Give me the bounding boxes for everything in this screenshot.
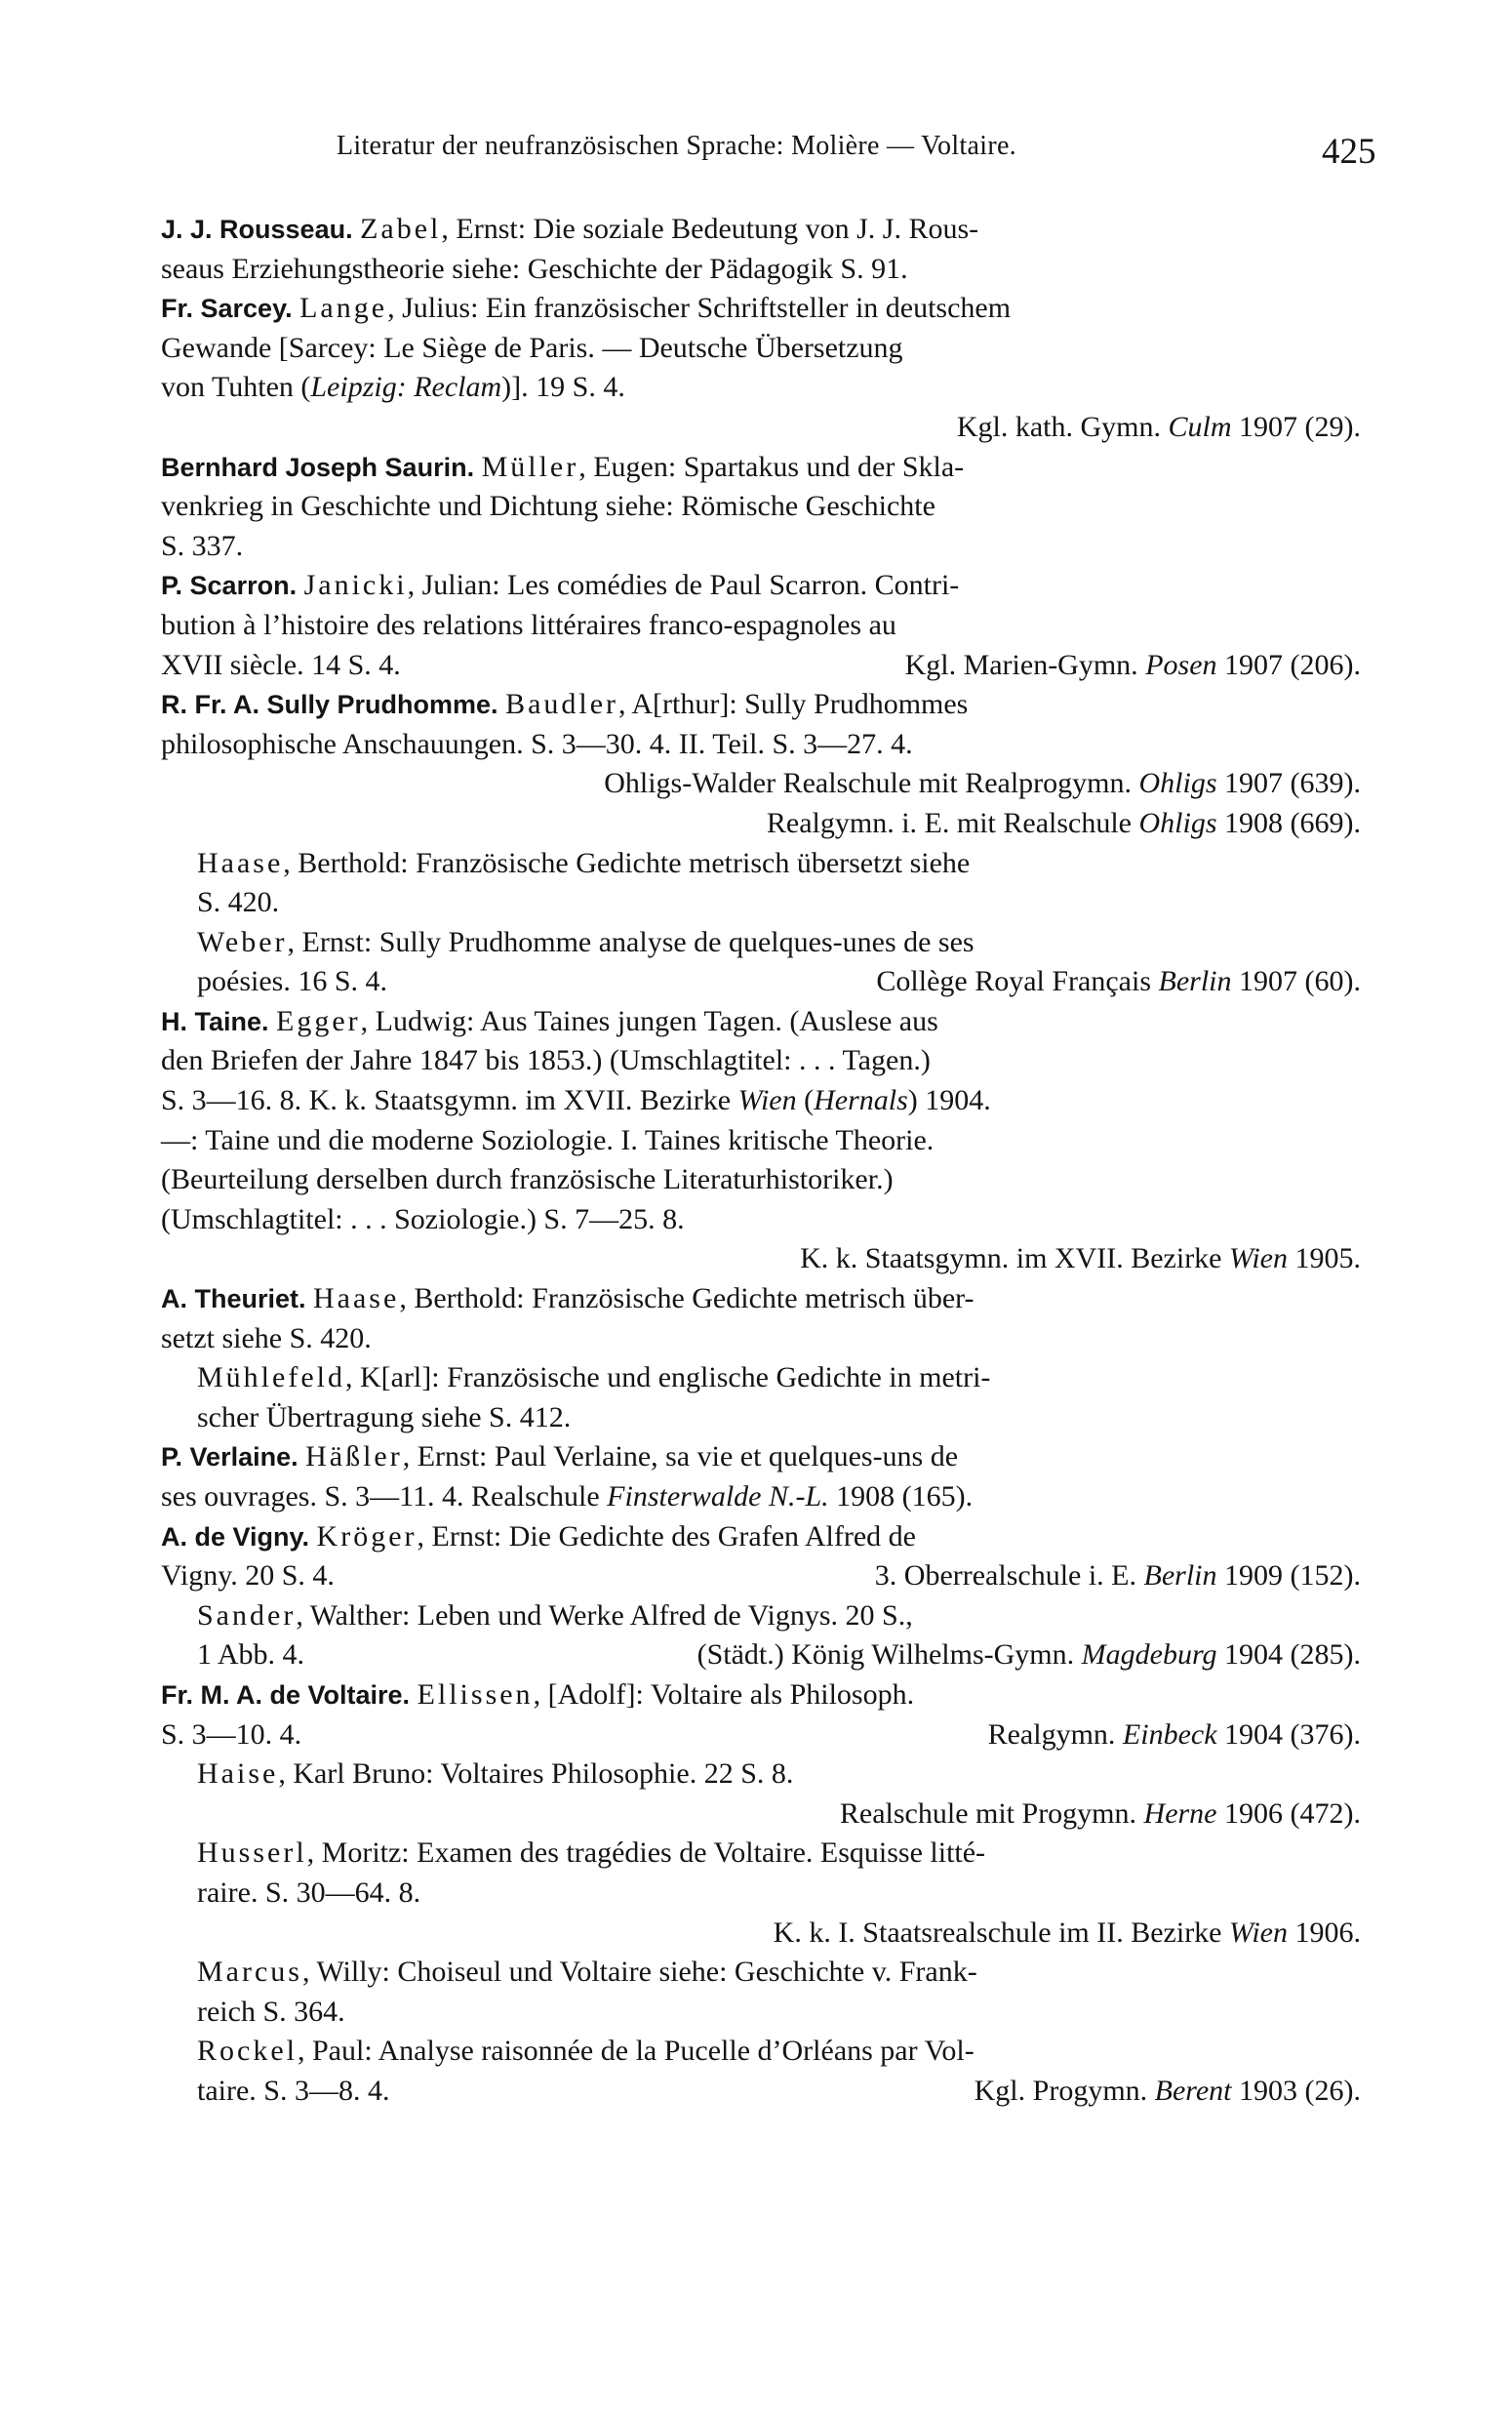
entry-heading: Fr. M. A. de Voltaire.: [161, 1679, 411, 1710]
entry-husserl: Husserl, Moritz: Examen des tragédies de Voltaire. Esquisse litté- raire. S. 30—64. 8. K. k. I. Staatsrealschule im II. Bezirke Wien 1906.: [197, 1836, 1361, 1949]
entry-verlaine: P. Verlaine. Häßler, Ernst: Paul Verlaine, sa vie et quelques-uns de ses ouvrages. S. 3—11. 4. Realschule Finsterwalde N.-L. 1908 (165).: [161, 1440, 974, 1512]
entry-marcus: Marcus, Willy: Choiseul und Voltaire siehe: Geschichte v. Frank- reich S. 364.: [197, 1956, 977, 2028]
author-name: Ellissen: [417, 1677, 534, 1711]
author-name: Haise: [197, 1757, 279, 1791]
entry-heading: A. de Vigny.: [161, 1521, 310, 1552]
entry-rockel: Rockel, Paul: Analyse raisonnée de la Pucelle d’Orléans par Vol- taire. S. 3—8. 4. Kgl. Progymn. Berent 1903 (26).: [197, 2035, 1361, 2107]
author-name: Rockel: [197, 2035, 298, 2068]
author-name: Häßler: [305, 1440, 403, 1473]
entry-sander: Sander, Walther: Leben und Werke Alfred de Vignys. 20 S., 1 Abb. 4. (Städt.) König Wilhelms-Gymn. Magdeburg 1904 (285).: [197, 1598, 1361, 1672]
entry-haase: Haase, Berthold: Französische Gedichte metrisch übersetzt siehe S. 420.: [197, 846, 971, 919]
author-name: Egger: [276, 1004, 361, 1037]
entry-voltaire: Fr. M. A. de Voltaire. Ellissen, [Adolf]: Voltaire als Philosoph. S. 3—10. 4. Realgymn. Einbeck 1904 (376).: [161, 1677, 1361, 1751]
entry-muehlefeld: Mühlefeld, K[arl]: Französische und englische Gedichte in metri- scher Übertragung siehe S. 412.: [197, 1361, 991, 1433]
author-name: Zabel: [360, 213, 442, 245]
author-name: Müller: [481, 450, 579, 483]
entry-heading: R. Fr. A. Sully Prudhomme.: [161, 690, 498, 720]
entry-scarron: P. Scarron. Janicki, Julian: Les comédies de Paul Scarron. Contri- bution à l’histoire des relations littéraires franco-espagnoles au XVII siècle. 14 S. 4. Kgl. Marien-Gymn. Posen 1907 (206).: [161, 569, 1361, 681]
entry-rousseau: J. J. Rousseau. Zabel, Ernst: Die soziale Bedeutung von J. J. Rous- seaus Erziehungstheorie siehe: Geschichte der Pädagogik S. 91.: [161, 213, 979, 285]
author-name: Lange: [299, 292, 388, 325]
entry-weber: Weber, Ernst: Sully Prudhomme analyse de quelques-unes de ses poésies. 16 S. 4. Collège Royal Français Berlin 1907 (60).: [197, 925, 1361, 998]
entry-heading: Bernhard Joseph Saurin.: [161, 452, 475, 482]
entry-theuriet: A. Theuriet. Haase, Berthold: Französische Gedichte metrisch über- setzt siehe S. 420.: [161, 1282, 975, 1354]
entry-heading: P. Verlaine.: [161, 1442, 298, 1472]
entry-taine: H. Taine. Egger, Ludwig: Aus Taines jungen Tagen. (Auslese aus den Briefen der Jahre 1847 bis 1853.) (Umschlagtitel: . . . Tagen.) S. 3—16. 8. K. k. Staatsgymn. im XVII. Bezirke Wien (Hernals) 1904. —: Taine und die moderne Soziologie. I. Taines kritische Theorie. (Beurteilung derselben durch französische Literaturhistoriker.) (Umschlagtitel: . . . Soziologie.) S. 7—25. 8. K. k. Staatsgymn. im XVII. Bezirke Wien 1905.: [161, 1004, 1361, 1275]
author-name: Janicki: [303, 569, 408, 602]
entry-heading: Fr. Sarcey.: [161, 294, 293, 324]
entry-sully-prudhomme: R. Fr. A. Sully Prudhomme. Baudler, A[rthur]: Sully Prudhommes philosophische Anschauungen. S. 3—30. 4. II. Teil. S. 3—27. 4. Ohligs-Walder Realschule mit Realprogymn. Ohligs 1907 (639). Realgymn. i. E. mit Realschule Ohligs 1908 (669).: [161, 688, 1361, 839]
author-name: Mühlefeld: [197, 1361, 345, 1394]
author-name: Husserl: [197, 1836, 307, 1870]
entry-heading: P. Scarron.: [161, 571, 298, 601]
author-name: Haase: [197, 846, 284, 879]
author-name: Haase: [313, 1282, 400, 1315]
entry-heading: H. Taine.: [161, 1006, 269, 1036]
author-name: Weber: [197, 925, 288, 958]
author-name: Baudler: [505, 688, 619, 721]
author-name: Kröger: [316, 1519, 418, 1553]
author-name: Sander: [197, 1598, 297, 1632]
entry-heading: A. Theuriet.: [161, 1284, 306, 1314]
entry-saurin: Bernhard Joseph Saurin. Müller, Eugen: Spartakus und der Skla- venkrieg in Geschichte und Dichtung siehe: Römische Geschichte S. 337.: [161, 450, 965, 562]
author-name: Marcus: [197, 1956, 302, 1989]
bibliography-list: [161, 210, 1361, 2112]
entry-sarcey: Fr. Sarcey. Lange, Julius: Ein französischer Schriftsteller in deutschem Gewande [Sarcey: Le Siège de Paris. — Deutsche Übersetzung von Tuhten (Leipzig: Reclam)]. 19 S. 4. Kgl. kath. Gymn. Culm 1907 (29).: [161, 292, 1361, 443]
entry-haise: Haise, Karl Bruno: Voltaires Philosophie. 22 S. 8. Realschule mit Progymn. Herne 1906 (472).: [197, 1757, 1361, 1830]
entry-vigny: A. de Vigny. Kröger, Ernst: Die Gedichte des Grafen Alfred de Vigny. 20 S. 4. 3. Oberrealschule i. E. Berlin 1909 (152).: [161, 1519, 1361, 1593]
entry-heading: J. J. Rousseau.: [161, 215, 353, 244]
page-number: 425: [1322, 132, 1376, 172]
running-header: Literatur der neufranzösischen Sprache: Molière — Voltaire.: [337, 131, 1016, 161]
